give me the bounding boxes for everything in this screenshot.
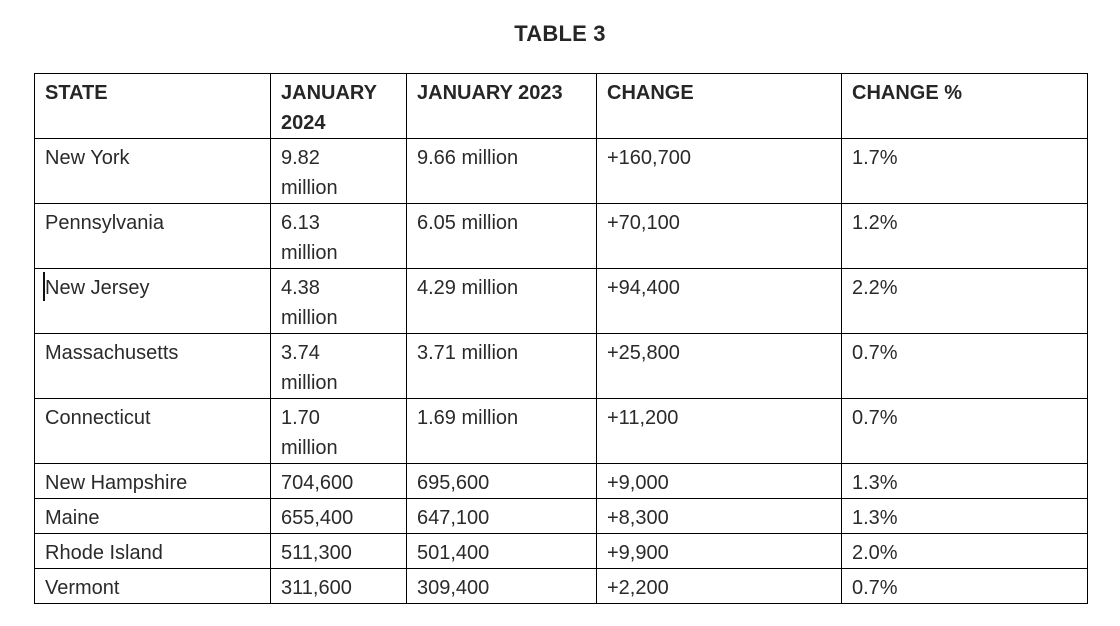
jan-2024-value: 511,300 xyxy=(281,542,352,564)
change-pct-value: 1.7% xyxy=(852,147,898,169)
jan-2024-value: 311,600 xyxy=(281,577,352,599)
cell-change-pct[interactable] xyxy=(842,204,1088,269)
data-table xyxy=(34,73,1088,604)
jan-2023-value: 9.66 million xyxy=(417,147,519,169)
cell-jan-2024[interactable] xyxy=(271,499,407,534)
jan-2024-value: 4.38 million xyxy=(281,277,338,329)
cell-jan-2024[interactable] xyxy=(271,204,407,269)
change-value: +25,800 xyxy=(607,342,680,364)
cell-change-pct[interactable] xyxy=(842,139,1088,204)
cell-change-pct[interactable] xyxy=(842,499,1088,534)
cell-change[interactable] xyxy=(597,204,842,269)
cell-change[interactable] xyxy=(597,464,842,499)
table-row xyxy=(35,269,1088,334)
cell-state[interactable] xyxy=(35,204,271,269)
jan-2023-value: 501,400 xyxy=(417,542,490,564)
cell-jan-2023[interactable] xyxy=(407,204,597,269)
change-value: +9,000 xyxy=(607,472,669,494)
cell-state[interactable] xyxy=(35,399,271,464)
column-header-jan-2024[interactable]: JANUARY 2024 xyxy=(271,74,407,139)
cell-jan-2023[interactable] xyxy=(407,334,597,399)
change-value: +8,300 xyxy=(607,507,669,529)
cell-change[interactable] xyxy=(597,139,842,204)
cell-jan-2024[interactable] xyxy=(271,399,407,464)
cell-change-pct[interactable] xyxy=(842,569,1088,604)
column-header-jan-2023[interactable]: JANUARY 2023 xyxy=(407,74,597,139)
change-pct-value: 1.3% xyxy=(852,472,898,494)
cell-state[interactable] xyxy=(35,269,271,334)
text-cursor-caret xyxy=(43,272,45,301)
cell-state[interactable] xyxy=(35,499,271,534)
state-label: Pennsylvania xyxy=(45,212,164,234)
change-pct-value: 1.2% xyxy=(852,212,898,234)
cell-jan-2024[interactable] xyxy=(271,139,407,204)
state-label: Rhode Island xyxy=(45,542,163,564)
table-row xyxy=(35,334,1088,399)
jan-2024-value: 9.82 million xyxy=(281,147,338,199)
cell-jan-2023[interactable] xyxy=(407,269,597,334)
jan-2024-value: 6.13 million xyxy=(281,212,338,264)
change-value: +94,400 xyxy=(607,277,680,299)
cell-jan-2023[interactable] xyxy=(407,464,597,499)
jan-2023-value: 3.71 million xyxy=(417,342,519,364)
column-header-change-pct[interactable]: CHANGE % xyxy=(842,74,1088,139)
cell-change-pct[interactable] xyxy=(842,534,1088,569)
table-row xyxy=(35,139,1088,204)
jan-2023-value: 1.69 million xyxy=(417,407,519,429)
table-row xyxy=(35,464,1088,499)
cell-state[interactable] xyxy=(35,464,271,499)
cell-change[interactable] xyxy=(597,569,842,604)
state-label: New Jersey xyxy=(45,277,150,299)
change-value: +9,900 xyxy=(607,542,669,564)
state-label: New Hampshire xyxy=(45,472,188,494)
cell-state[interactable] xyxy=(35,569,271,604)
table-title[interactable]: TABLE 3 xyxy=(514,21,606,46)
change-value: +2,200 xyxy=(607,577,669,599)
cell-jan-2023[interactable] xyxy=(407,499,597,534)
cell-change-pct[interactable] xyxy=(842,399,1088,464)
state-label: Massachusetts xyxy=(45,342,179,364)
jan-2023-value: 4.29 million xyxy=(417,277,519,299)
cell-jan-2024[interactable] xyxy=(271,269,407,334)
change-pct-value: 1.3% xyxy=(852,507,898,529)
table-row xyxy=(35,204,1088,269)
table-header-row xyxy=(35,74,1088,139)
table-row xyxy=(35,569,1088,604)
cell-state[interactable] xyxy=(35,334,271,399)
state-label: New York xyxy=(45,147,130,169)
state-label: Vermont xyxy=(45,577,120,599)
cell-jan-2024[interactable] xyxy=(271,334,407,399)
cell-jan-2023[interactable] xyxy=(407,139,597,204)
change-value: +11,200 xyxy=(607,407,679,429)
cell-state[interactable] xyxy=(35,534,271,569)
cell-change-pct[interactable] xyxy=(842,269,1088,334)
change-pct-value: 0.7% xyxy=(852,407,898,429)
change-pct-value: 2.2% xyxy=(852,277,898,299)
jan-2024-value: 3.74 million xyxy=(281,342,338,394)
table-row xyxy=(35,534,1088,569)
table-row xyxy=(35,399,1088,464)
cell-change[interactable] xyxy=(597,499,842,534)
table-row xyxy=(35,499,1088,534)
cell-change[interactable] xyxy=(597,399,842,464)
document-page xyxy=(0,20,1120,626)
cell-jan-2024[interactable] xyxy=(271,534,407,569)
state-label: Maine xyxy=(45,507,100,529)
cell-state[interactable] xyxy=(35,139,271,204)
column-header-change[interactable]: CHANGE xyxy=(597,74,842,139)
change-pct-value: 0.7% xyxy=(852,577,898,599)
jan-2024-value: 1.70 million xyxy=(281,407,338,459)
cell-jan-2023[interactable] xyxy=(407,534,597,569)
jan-2023-value: 309,400 xyxy=(417,577,490,599)
jan-2024-value: 704,600 xyxy=(281,472,354,494)
cell-jan-2023[interactable] xyxy=(407,569,597,604)
change-pct-value: 2.0% xyxy=(852,542,898,564)
jan-2023-value: 6.05 million xyxy=(417,212,519,234)
column-header-state[interactable]: STATE xyxy=(35,74,271,139)
cell-change-pct[interactable] xyxy=(842,334,1088,399)
jan-2023-value: 695,600 xyxy=(417,472,490,494)
change-value: +160,700 xyxy=(607,147,691,169)
cell-change-pct[interactable] xyxy=(842,464,1088,499)
cell-jan-2023[interactable] xyxy=(407,399,597,464)
cell-jan-2024[interactable] xyxy=(271,464,407,499)
change-value: +70,100 xyxy=(607,212,680,234)
jan-2024-value: 655,400 xyxy=(281,507,354,529)
state-label: Connecticut xyxy=(45,407,151,429)
change-pct-value: 0.7% xyxy=(852,342,898,364)
cell-change[interactable] xyxy=(597,334,842,399)
cell-change[interactable] xyxy=(597,534,842,569)
cell-jan-2024[interactable] xyxy=(271,569,407,604)
cell-change[interactable] xyxy=(597,269,842,334)
jan-2023-value: 647,100 xyxy=(417,507,490,529)
